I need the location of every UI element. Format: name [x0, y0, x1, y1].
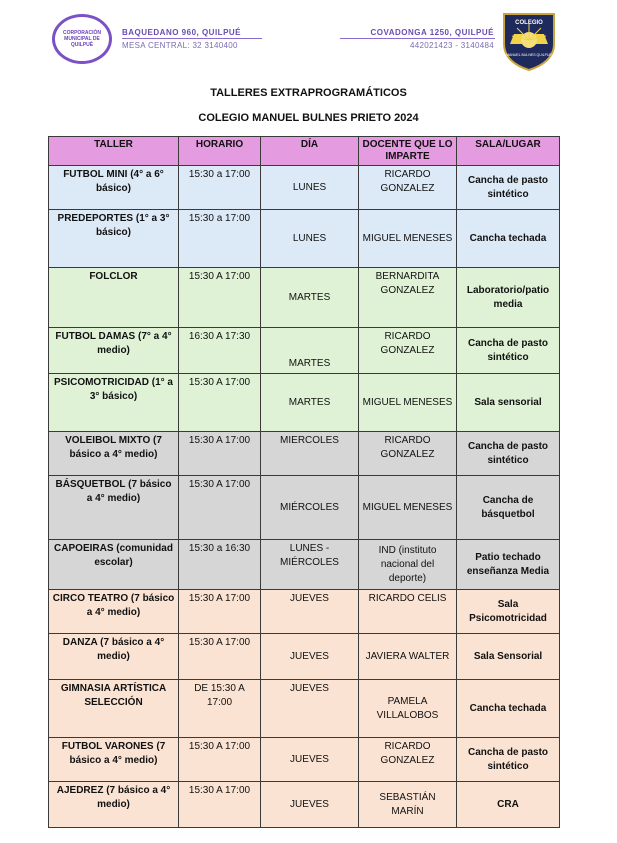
cell-taller: CIRCO TEATRO (7 básico a 4° medio)	[49, 590, 179, 634]
cell-docente: RICARDO CELIS	[359, 590, 457, 634]
cell-dia: MARTES	[261, 328, 359, 374]
cell-horario: 15:30 A 17:00	[179, 268, 261, 328]
table-row	[49, 166, 560, 210]
column-header-docente: DOCENTE QUE LO IMPARTE	[359, 137, 457, 166]
right-address: COVADONGA 1250, QUILPUÉ	[370, 28, 494, 37]
column-header-dia: DÍA	[261, 137, 359, 166]
cell-taller: GIMNASIA ARTÍSTICA SELECCIÓN	[49, 680, 179, 738]
cell-taller: CAPOEIRAS (comunidad escolar)	[49, 540, 179, 590]
cell-dia: LUNES - MIÉRCOLES	[261, 540, 359, 590]
cell-docente: MIGUEL MENESES	[359, 476, 457, 540]
cell-docente: PAMELA VILLALOBOS	[359, 680, 457, 738]
document-subtitle: COLEGIO MANUEL BULNES PRIETO 2024	[198, 112, 419, 124]
cell-dia: JUEVES	[261, 782, 359, 828]
cell-docente: IND (instituto nacional del deporte)	[359, 540, 457, 590]
cell-sala: Cancha de pasto sintético	[457, 432, 560, 476]
cell-sala: Sala Psicomotricidad	[457, 590, 560, 634]
cell-taller: BÁSQUETBOL (7 básico a 4° medio)	[49, 476, 179, 540]
document-title: TALLERES EXTRAPROGRAMÁTICOS	[210, 87, 407, 99]
cell-taller: FUTBOL DAMAS (7° a 4° medio)	[49, 328, 179, 374]
cell-dia: MARTES	[261, 374, 359, 432]
left-divider	[122, 38, 262, 39]
table-row	[49, 210, 560, 268]
corporation-logo-text: CORPORACIÓN MUNICIPAL DE QUILPUÉ	[62, 30, 102, 48]
cell-horario: 15:30 A 17:00	[179, 374, 261, 432]
workshops-table	[48, 136, 560, 828]
table-row	[49, 268, 560, 328]
right-phone: 442021423 - 3140484	[410, 41, 494, 50]
school-seal-icon	[500, 10, 558, 72]
cell-docente: SEBASTIÁN MARÍN	[359, 782, 457, 828]
cell-taller: FOLCLOR	[49, 268, 179, 328]
cell-taller: FUTBOL MINI (4° a 6° básico)	[49, 166, 179, 210]
cell-sala: Cancha de básquetbol	[457, 476, 560, 540]
column-header-taller: TALLER	[49, 137, 179, 166]
cell-taller: AJEDREZ (7 básico a 4° medio)	[49, 782, 179, 828]
cell-horario: 15:30 a 17:00	[179, 210, 261, 268]
table-row	[49, 374, 560, 432]
table-row	[49, 328, 560, 374]
cell-docente: RICARDO GONZALEZ	[359, 328, 457, 374]
cell-sala: Sala Sensorial	[457, 634, 560, 680]
cell-dia: MARTES	[261, 268, 359, 328]
letterhead	[0, 0, 617, 80]
cell-taller: DANZA (7 básico a 4° medio)	[49, 634, 179, 680]
cell-dia: JUEVES	[261, 590, 359, 634]
table-row	[49, 634, 560, 680]
cell-taller: PREDEPORTES (1° a 3° básico)	[49, 210, 179, 268]
cell-horario: 15:30 a 16:30	[179, 540, 261, 590]
cell-horario: 15:30 A 17:00	[179, 782, 261, 828]
cell-taller: PSICOMOTRICIDAD (1° a 3° básico)	[49, 374, 179, 432]
left-phone: MESA CENTRAL: 32 3140400	[122, 41, 238, 50]
right-divider	[340, 38, 495, 39]
cell-dia: MIÉRCOLES	[261, 476, 359, 540]
cell-sala: Cancha de pasto sintético	[457, 738, 560, 782]
cell-docente: BERNARDITA GONZALEZ	[359, 268, 457, 328]
cell-horario: 15:30 A 17:00	[179, 634, 261, 680]
table-row	[49, 680, 560, 738]
cell-docente: JAVIERA WALTER	[359, 634, 457, 680]
cell-horario: 15:30 A 17:00	[179, 738, 261, 782]
cell-horario: DE 15:30 A 17:00	[179, 680, 261, 738]
seal-bottom-text: MANUEL BULNES QUILPUÉ	[506, 53, 552, 57]
cell-docente: RICARDO GONZALEZ	[359, 738, 457, 782]
cell-horario: 15:30 a 17:00	[179, 166, 261, 210]
cell-sala: CRA	[457, 782, 560, 828]
column-header-horario: HORARIO	[179, 137, 261, 166]
cell-dia: JUEVES	[261, 738, 359, 782]
cell-dia: LUNES	[261, 210, 359, 268]
cell-horario: 16:30 A 17:30	[179, 328, 261, 374]
table-row	[49, 432, 560, 476]
cell-sala: Patio techado enseñanza Media	[457, 540, 560, 590]
cell-sala: Cancha techada	[457, 210, 560, 268]
corporation-logo	[52, 14, 112, 64]
cell-sala: Cancha techada	[457, 680, 560, 738]
cell-taller: VOLEIBOL MIXTO (7 básico a 4° medio)	[49, 432, 179, 476]
cell-sala: Cancha de pasto sintético	[457, 166, 560, 210]
cell-dia: MIERCOLES	[261, 432, 359, 476]
cell-dia: JUEVES	[261, 634, 359, 680]
cell-taller: FUTBOL VARONES (7 básico a 4° medio)	[49, 738, 179, 782]
cell-sala: Cancha de pasto sintético	[457, 328, 560, 374]
cell-horario: 15:30 A 17:00	[179, 432, 261, 476]
cell-horario: 15:30 A 17:00	[179, 590, 261, 634]
cell-docente: RICARDO GONZALEZ	[359, 432, 457, 476]
table-row	[49, 476, 560, 540]
table-header-row	[49, 137, 560, 166]
cell-docente: MIGUEL MENESES	[359, 374, 457, 432]
table-row	[49, 540, 560, 590]
column-header-sala: SALA/LUGAR	[457, 137, 560, 166]
cell-dia: LUNES	[261, 166, 359, 210]
table-row	[49, 782, 560, 828]
seal-top-text: COLEGIO	[515, 20, 543, 26]
cell-docente: MIGUEL MENESES	[359, 210, 457, 268]
cell-dia: JUEVES	[261, 680, 359, 738]
table-row	[49, 590, 560, 634]
left-address: BAQUEDANO 960, QUILPUÉ	[122, 28, 242, 37]
cell-docente: RICARDO GONZALEZ	[359, 166, 457, 210]
cell-sala: Laboratorio/patio media	[457, 268, 560, 328]
cell-horario: 15:30 A 17:00	[179, 476, 261, 540]
table-row	[49, 738, 560, 782]
cell-sala: Sala sensorial	[457, 374, 560, 432]
